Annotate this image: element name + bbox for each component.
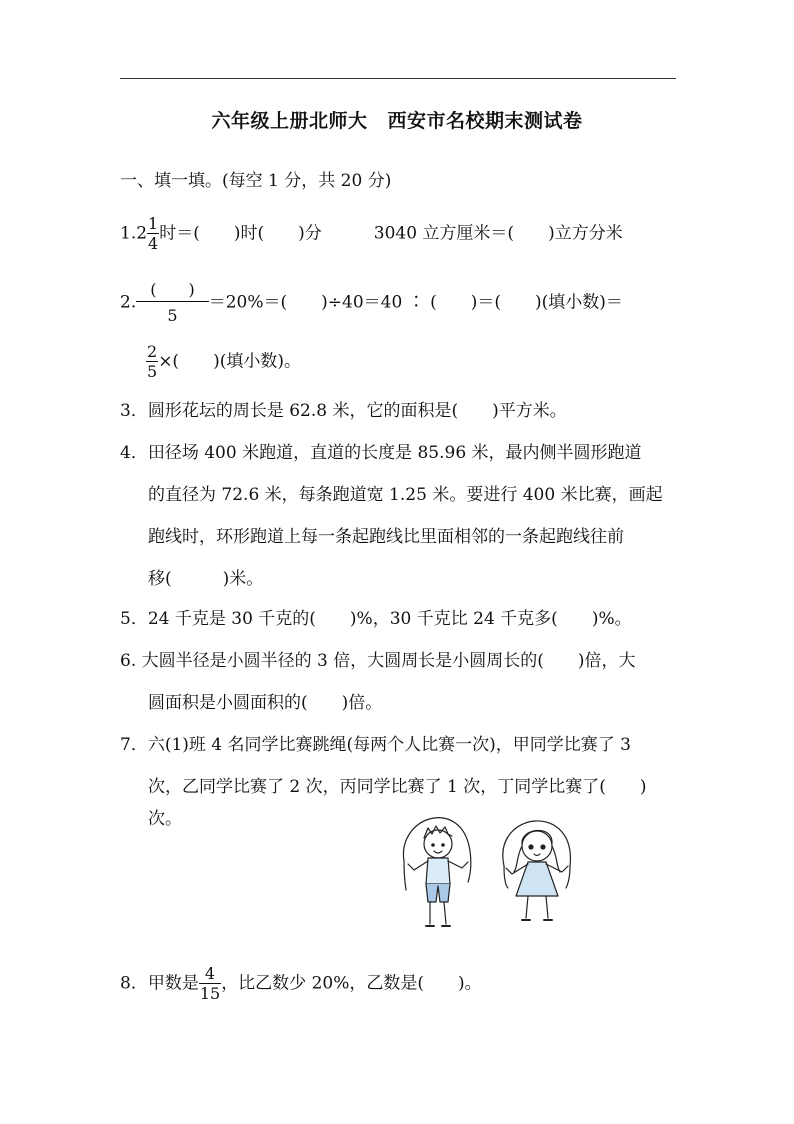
section-heading: 一、填一填。(每空 1 分，共 20 分) bbox=[120, 171, 392, 191]
question-2: 2. $\frac{( )}{5}$ ＝20%＝( )÷40＝40 ∶ ( )＝( )(填小数)＝ bbox=[120, 280, 623, 325]
question-1: 1.2 $\frac{1}{4}$ 时＝( )时( )分 3040 立方厘米＝( )立方分米 bbox=[120, 214, 623, 253]
question-3: 3．圆形花坛的周长是 62.8 米，它的面积是( )平方米。 bbox=[120, 401, 567, 421]
question-5: 5．24 千克是 30 千克的( )%，30 千克比 24 千克多( )%。 bbox=[120, 609, 632, 629]
question-7-line-1: 7．六(1)班 4 名同学比赛跳绳(每两个人比赛一次)，甲同学比赛了 3 bbox=[120, 735, 632, 755]
question-4-line-1: 4．田径场 400 米跑道，直道的长度是 85.96 米，最内侧半圆形跑道 bbox=[120, 443, 642, 463]
fraction-four-fifteenths: $\frac{4}{15}$ bbox=[199, 964, 221, 1003]
question-4-line-3: 跑线时，环形跑道上每一条起跑线比里面相邻的一条起跑线往前 bbox=[148, 527, 624, 547]
question-8: 8．甲数是 $\frac{4}{15}$ ，比乙数少 20%，乙数是( )。 bbox=[120, 964, 482, 1003]
page-title: 六年级上册北师大 西安市名校期末测试卷 bbox=[211, 110, 583, 132]
fraction-one-quarter: $\frac{1}{4}$ bbox=[148, 214, 159, 253]
question-7-line-3: 次。 bbox=[148, 809, 182, 829]
fraction-two-fifths: $\frac{2}{5}$ bbox=[147, 342, 158, 381]
question-2-line-2: $\frac{2}{5}$ ×( )(填小数)。 bbox=[147, 342, 301, 381]
question-6-line-1: 6. 大圆半径是小圆半径的 3 倍，大圆周长是小圆周长的( )倍，大 bbox=[120, 651, 636, 671]
question-7-line-2: 次，乙同学比赛了 2 次，丙同学比赛了 1 次，丁同学比赛了( ) bbox=[148, 777, 647, 797]
question-6-line-2: 圆面积是小圆面积的( )倍。 bbox=[148, 693, 383, 713]
children-jump-rope-illustration bbox=[392, 806, 592, 946]
question-4-line-2: 的直径为 72.6 米，每条跑道宽 1.25 米。要进行 400 米比赛，画起 bbox=[148, 485, 663, 505]
fraction-blank-over-5: $\frac{( )}{5}$ bbox=[136, 282, 209, 324]
question-4-line-4: 移( )米。 bbox=[148, 569, 264, 589]
header-rule bbox=[120, 78, 676, 79]
